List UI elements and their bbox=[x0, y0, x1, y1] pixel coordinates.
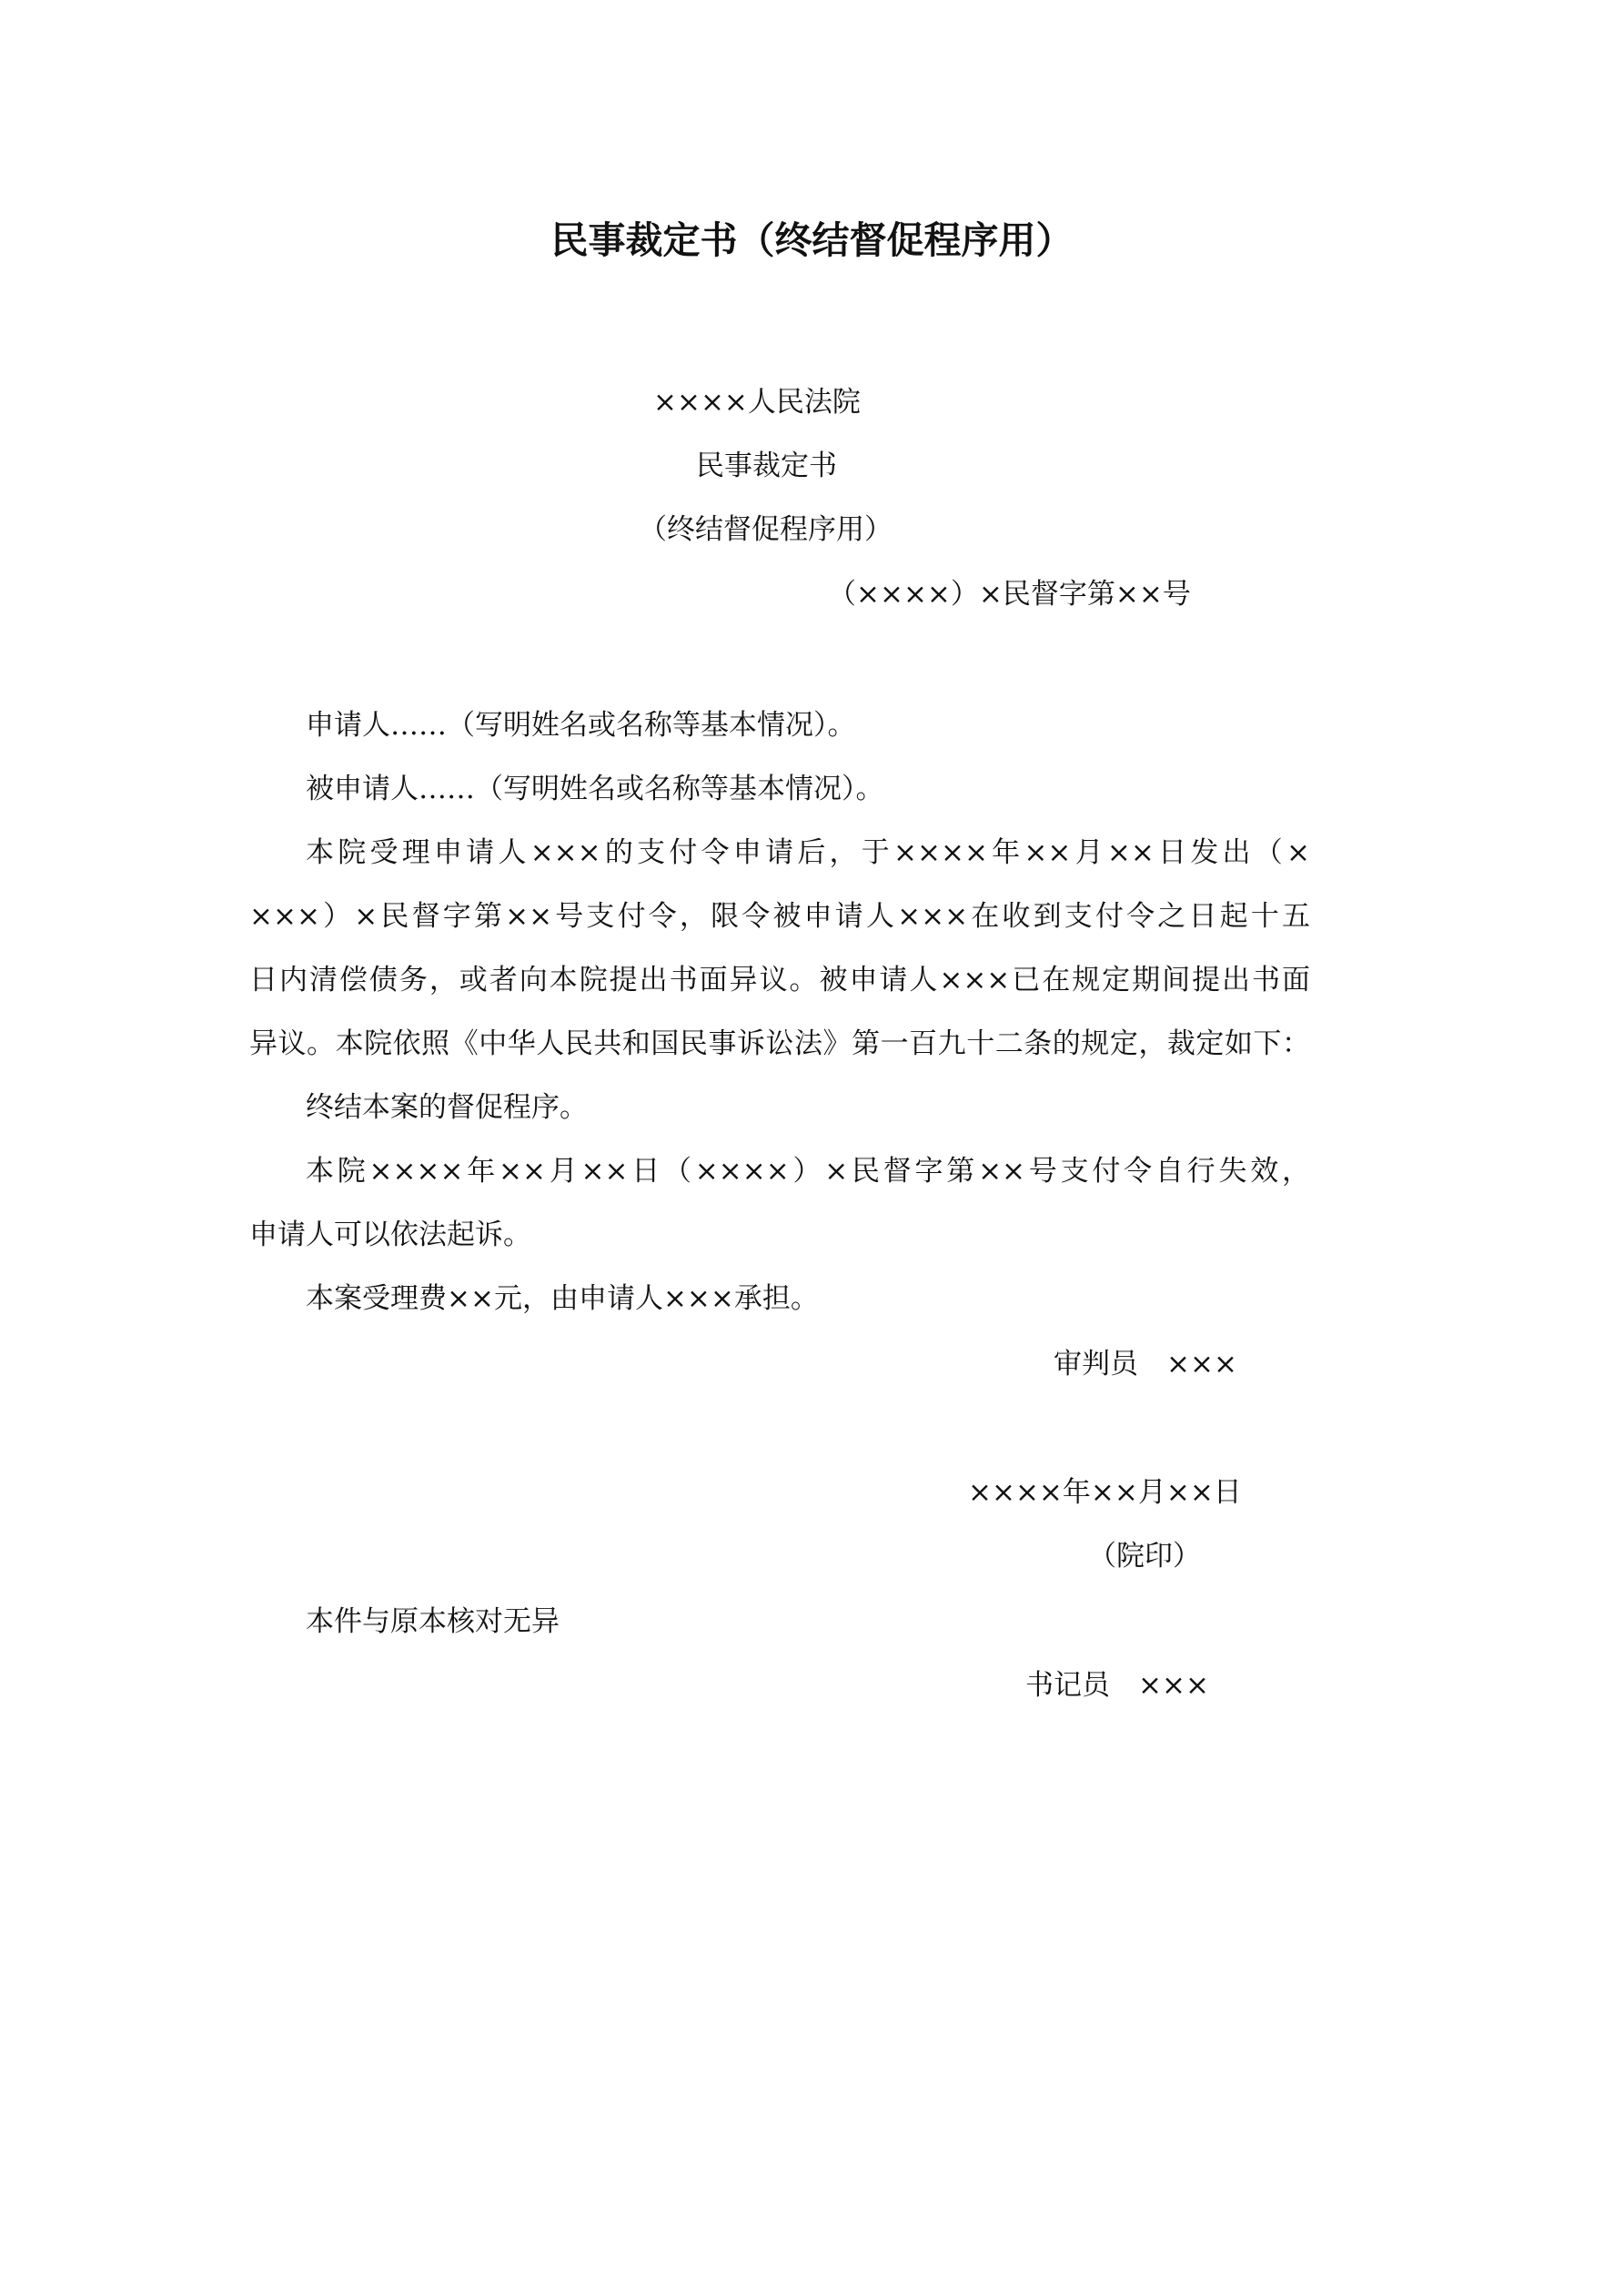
body-paragraph-line: 异议。本院依照《中华人民共和国民事诉讼法》第一百九十二条的规定，裁定如下： bbox=[249, 1027, 1310, 1060]
body-paragraph-line: 日内清偿债务，或者向本院提出书面异议。被申请人×××已在规定期间提出书面 bbox=[249, 964, 1310, 996]
fee-line: 本案受理费××元，由申请人×××承担。 bbox=[306, 1282, 819, 1315]
judge-signature: 审判员 ××× bbox=[1054, 1348, 1237, 1381]
verification-note: 本件与原本核对无异 bbox=[306, 1605, 560, 1638]
court-seal: （院印） bbox=[1088, 1540, 1201, 1573]
document-type: 民事裁定书 bbox=[696, 450, 837, 482]
respondent-line: 被申请人……（写明姓名或名称等基本情况）。 bbox=[306, 773, 884, 805]
effect-paragraph-line: 本院××××年××月××日（××××）×民督字第××号支付令自行失效， bbox=[306, 1155, 1310, 1188]
clerk-signature: 书记员 ××× bbox=[1025, 1669, 1209, 1702]
applicant-line: 申请人……（写明姓名或名称等基本情况）。 bbox=[306, 709, 856, 742]
signature-date: ××××年××月××日 bbox=[968, 1476, 1242, 1509]
court-name: ××××人民法院 bbox=[653, 386, 861, 419]
body-paragraph-line: 本院受理申请人×××的支付令申请后，于××××年××月××日发出（× bbox=[306, 836, 1310, 869]
ruling-line: 终结本案的督促程序。 bbox=[306, 1091, 588, 1124]
effect-paragraph-line: 申请人可以依法起诉。 bbox=[249, 1219, 531, 1251]
document-subtype: （终结督促程序用） bbox=[639, 513, 893, 546]
page-title: 民事裁定书（终结督促程序用） bbox=[550, 218, 1074, 262]
body-paragraph-line: ×××）×民督字第××号支付令，限令被申请人×××在收到支付令之日起十五 bbox=[249, 900, 1310, 933]
case-number: （××××）×民督字第××号 bbox=[828, 578, 1191, 611]
